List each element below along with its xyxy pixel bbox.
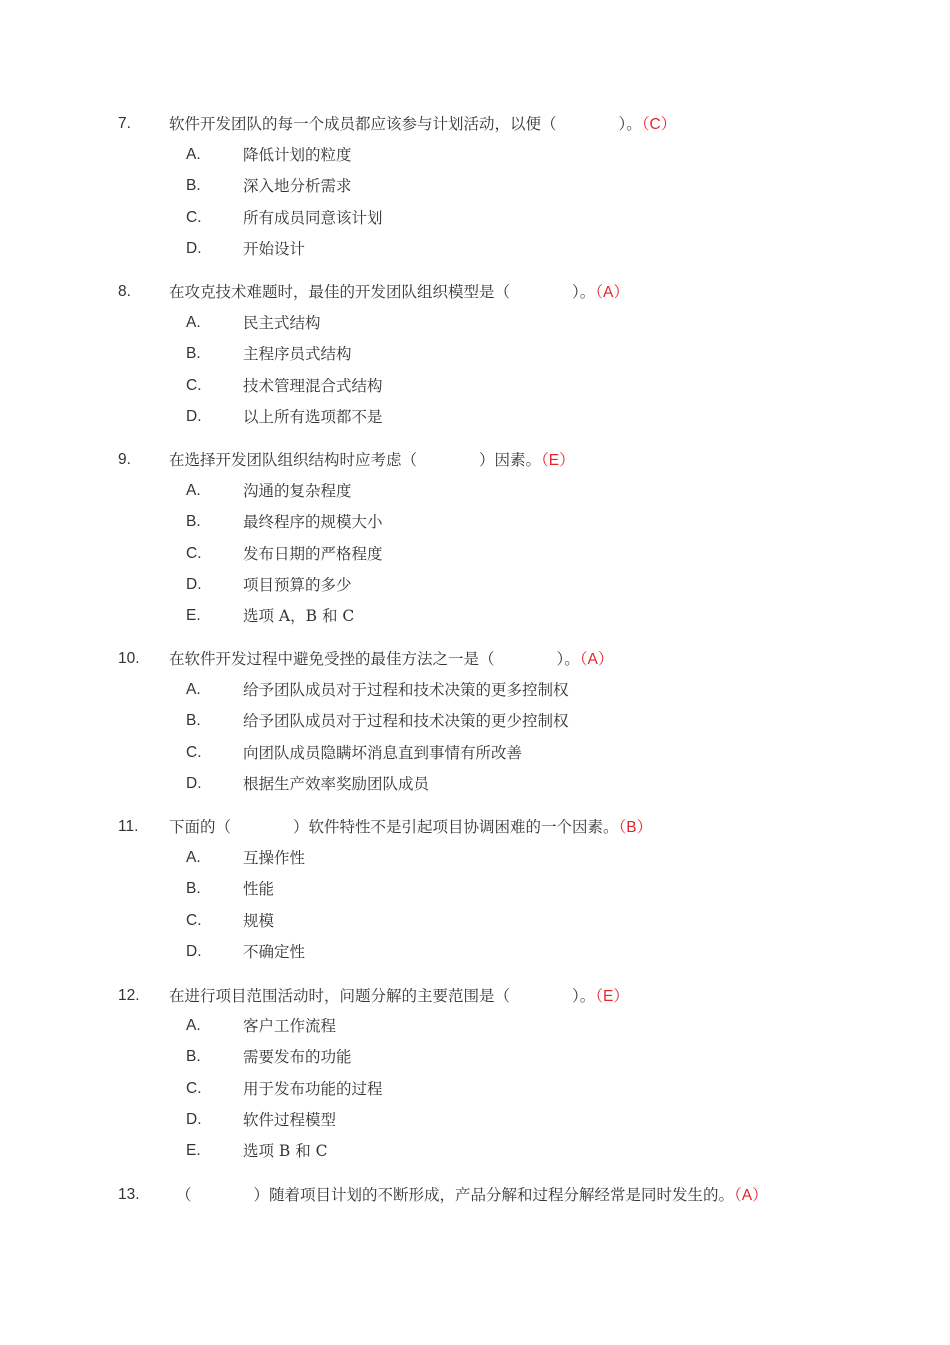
option-letter: A.	[186, 681, 201, 698]
option-letter: C.	[186, 912, 202, 929]
option-letter: A.	[186, 849, 201, 866]
question-stem: 软件开发团队的每一个成员都应该参与计划活动，以便（ ）。	[169, 115, 642, 133]
option-text: 给予团队成员对于过程和技术决策的更少控制权	[243, 712, 569, 730]
option-text: 项目预算的多少	[243, 576, 352, 594]
option-letter: C.	[186, 744, 202, 761]
option-letter: A.	[186, 1017, 201, 1034]
question-number: 7.	[118, 115, 131, 132]
question-text	[169, 282, 629, 303]
option-letter: C.	[186, 209, 202, 226]
question-number: 13.	[118, 1186, 140, 1203]
option-text: 民主式结构	[243, 314, 321, 332]
option-letter: B.	[186, 177, 201, 194]
answer-key: （A）	[595, 284, 629, 301]
question-text	[169, 986, 629, 1007]
answer-key: （A）	[734, 1187, 768, 1204]
answer-key: （E）	[541, 452, 575, 469]
answer-key: （B）	[618, 819, 653, 836]
option-letter: D.	[186, 943, 202, 960]
question-text	[169, 450, 575, 471]
option-text: 开始设计	[243, 240, 306, 258]
option-text: 以上所有选项都不是	[243, 408, 383, 426]
option-letter: D.	[186, 240, 202, 257]
option-letter: A.	[186, 482, 201, 499]
question-text	[176, 1185, 768, 1206]
option-letter: E.	[186, 1142, 201, 1159]
option-letter: C.	[186, 1080, 202, 1097]
question-number: 11.	[118, 818, 139, 835]
question-stem: 在选择开发团队组织结构时应考虑（ ）因素。	[169, 451, 542, 469]
option-letter: B.	[186, 1048, 201, 1065]
option-text: 降低计划的粒度	[243, 146, 352, 164]
question-stem: （ ）随着项目计划的不断形成，产品分解和过程分解经常是同时发生的。	[176, 1186, 735, 1204]
option-letter: C.	[186, 377, 202, 394]
question-text	[169, 114, 676, 135]
option-text: 沟通的复杂程度	[243, 482, 352, 500]
option-text: 选项 A，B 和 C	[243, 607, 355, 625]
option-text: 发布日期的严格程度	[243, 545, 383, 563]
option-text: 向团队成员隐瞒坏消息直到事情有所改善	[243, 744, 523, 762]
option-letter: B.	[186, 880, 201, 897]
option-text: 选项 B 和 C	[243, 1142, 328, 1160]
option-text: 互操作性	[243, 849, 306, 867]
option-letter: D.	[186, 408, 202, 425]
option-letter: C.	[186, 545, 202, 562]
option-text: 规模	[243, 912, 275, 930]
question-text	[169, 649, 613, 670]
answer-key: （E）	[595, 988, 629, 1005]
question-number: 8.	[118, 283, 131, 300]
option-letter: B.	[186, 345, 201, 362]
option-text: 根据生产效率奖励团队成员	[243, 775, 430, 793]
question-stem: 在进行项目范围活动时，问题分解的主要范围是（ ）。	[169, 987, 596, 1005]
option-text: 最终程序的规模大小	[243, 513, 383, 531]
question-number: 10.	[118, 650, 140, 667]
option-text: 不确定性	[243, 943, 306, 961]
answer-key: （C）	[641, 116, 677, 133]
option-text: 深入地分析需求	[243, 177, 352, 195]
option-text: 技术管理混合式结构	[243, 377, 383, 395]
option-letter: D.	[186, 775, 202, 792]
option-text: 软件过程模型	[243, 1111, 337, 1129]
question-stem: 在攻克技术难题时，最佳的开发团队组织模型是（ ）。	[169, 283, 596, 301]
question-stem: 下面的（ ）软件特性不是引起项目协调困难的一个因素。	[169, 818, 619, 836]
option-letter: A.	[186, 146, 201, 163]
option-letter: B.	[186, 513, 201, 530]
question-number: 9.	[118, 451, 131, 468]
option-text: 所有成员同意该计划	[243, 209, 383, 227]
option-letter: D.	[186, 576, 202, 593]
option-text: 用于发布功能的过程	[243, 1080, 383, 1098]
option-text: 需要发布的功能	[243, 1048, 352, 1066]
question-stem: 在软件开发过程中避免受挫的最佳方法之一是（ ）。	[169, 650, 580, 668]
option-letter: D.	[186, 1111, 202, 1128]
option-text: 客户工作流程	[243, 1017, 337, 1035]
option-text: 给予团队成员对于过程和技术决策的更多控制权	[243, 681, 569, 699]
question-number: 12.	[118, 987, 140, 1004]
answer-key: （A）	[579, 651, 614, 668]
question-text	[169, 817, 652, 838]
option-text: 主程序员式结构	[243, 345, 352, 363]
option-letter: A.	[186, 314, 201, 331]
option-letter: B.	[186, 712, 201, 729]
option-letter: E.	[186, 607, 201, 624]
option-text: 性能	[243, 880, 275, 898]
